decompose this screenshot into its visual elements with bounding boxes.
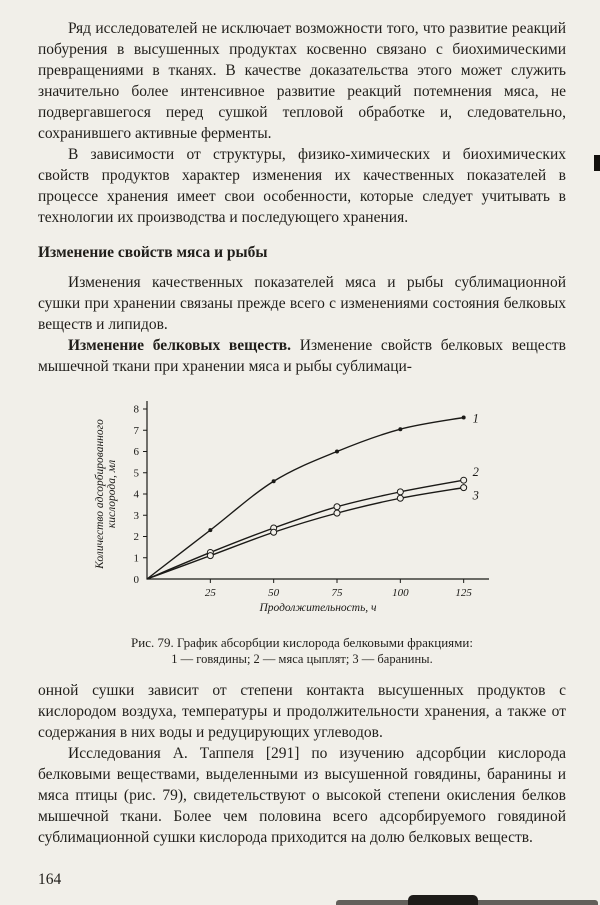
paragraph-4 (38, 335, 566, 377)
figure-caption-legend: 1 — говядины; 2 — мяса цыплят; 3 — баранины. (171, 652, 433, 666)
svg-text:7: 7 (133, 424, 139, 437)
scan-artifact-right-edge (594, 155, 600, 171)
svg-text:25: 25 (204, 587, 216, 599)
paragraph-4-rest: Изменение свойств белковых веществ мышечной ткани при хранении мяса и рыбы сублимаци- (38, 337, 566, 375)
section-heading: Изменение свойств мяса и рыбы (38, 244, 268, 261)
svg-text:3: 3 (133, 509, 139, 522)
svg-text:6: 6 (133, 446, 139, 458)
svg-text:4: 4 (133, 488, 139, 501)
svg-text:50: 50 (268, 587, 280, 599)
svg-text:Продолжительность, ч: Продолжительность, ч (259, 602, 377, 614)
svg-text:5: 5 (133, 467, 139, 480)
svg-text:2: 2 (472, 465, 479, 480)
svg-text:2: 2 (133, 531, 139, 543)
paragraph-6: Исследования А. Таппеля [291] по изучению адсорбции кислорода белковыми веществами, выделенными из высушенной говядины, баранины и мяса птицы (рис. 79), свидетельствуют о высокой степени окисления белков мышечной ткани. Более чем половина всего адсорбируемого говядиной сублимационной сушки кислорода приходится на долю белковых веществ. (38, 745, 566, 846)
paragraph-4-lead: Изменение белковых веществ. (68, 337, 292, 354)
paragraph-3: Изменения качественных показателей мяса и рыбы сублимационной сушки при хранении связаны прежде всего с изменениями состояния белковых веществ и липидов. (38, 274, 566, 333)
svg-text:8: 8 (133, 403, 139, 416)
svg-text:1: 1 (472, 411, 479, 426)
svg-text:1: 1 (133, 552, 139, 565)
page-number: 164 (38, 871, 62, 888)
paragraph-5: онной сушки зависит от степени контакта высушенных продуктов с кислородом воздуха, температуры и продолжительности хранения, а также от содержания в них воды и редуцирующих углеводов. (38, 682, 566, 741)
svg-text:75: 75 (331, 587, 343, 599)
figure-caption-title: Рис. 79. График абсорбции кислорода белковыми фракциями: (131, 635, 473, 650)
svg-text:125: 125 (455, 587, 472, 599)
scan-artifact-bottom-blob (408, 895, 478, 905)
figure-caption (38, 634, 566, 668)
paragraph-2: В зависимости от структуры, физико-химических и биохимических свойств продуктов характер изменения их качественных показателей в процессе хранения имеет свои особенности, которые следует учитывать в технологии их производства и последующего хранения. (38, 146, 566, 226)
absorption-chart (87, 391, 517, 627)
svg-text:3: 3 (472, 488, 479, 503)
figure-79 (38, 391, 566, 668)
svg-text:Количество адсорбированногокис: Количество адсорбированногокислорода, мл (94, 419, 118, 569)
paragraph-1: Ряд исследователей не исключает возможности того, что развитие реакций побурения в высушенных продуктах косвенно связано с биохимическими превращениями в тканях. В качестве доказательства этого может служить значительно более интенсивное развитие реакций потемнения мяса, не подвергавшегося перед сушкой тепловой обработке и, следовательно, сохранившего активные ферменты. (38, 20, 566, 142)
svg-text:100: 100 (392, 587, 409, 599)
svg-text:0: 0 (133, 574, 139, 586)
